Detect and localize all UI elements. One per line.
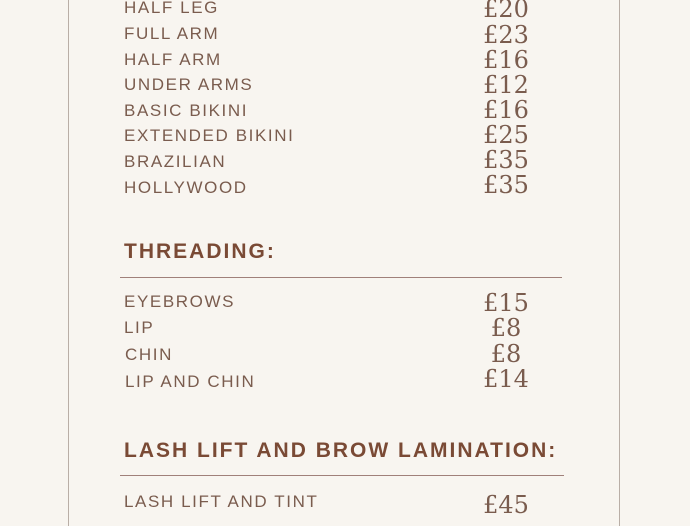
service-name: FULL ARM bbox=[124, 24, 220, 43]
service-name: UNDER ARMS bbox=[124, 75, 254, 94]
service-price: £8 bbox=[490, 314, 522, 342]
service-name: LIP bbox=[124, 318, 155, 337]
service-price: £15 bbox=[483, 289, 529, 317]
service-price: £16 bbox=[483, 96, 529, 124]
section-heading-threading: THREADING: bbox=[124, 240, 276, 263]
service-name: HALF LEG bbox=[124, 0, 219, 17]
service-price: £35 bbox=[483, 171, 529, 199]
service-price: £45 bbox=[483, 491, 529, 519]
service-name: LASH LIFT AND TINT bbox=[124, 492, 319, 511]
service-name: EYEBROWS bbox=[124, 292, 236, 311]
section-heading-lash-lift: LASH LIFT AND BROW LAMINATION: bbox=[124, 439, 558, 462]
service-name: BASIC BIKINI bbox=[124, 101, 249, 120]
service-name: LIP AND CHIN bbox=[125, 372, 256, 391]
service-price: £16 bbox=[483, 46, 529, 74]
section-divider bbox=[120, 475, 564, 476]
service-price: £8 bbox=[490, 340, 522, 368]
service-price: £14 bbox=[483, 365, 529, 393]
service-price: £23 bbox=[483, 21, 529, 49]
service-name: HOLLYWOOD bbox=[124, 178, 248, 197]
service-name: HALF ARM bbox=[124, 50, 222, 69]
service-name: BRAZILIAN bbox=[124, 152, 227, 171]
service-price: £35 bbox=[483, 146, 529, 174]
service-name: EXTENDED BIKINI bbox=[124, 126, 295, 145]
section-divider bbox=[120, 277, 562, 278]
service-price: £20 bbox=[483, 0, 529, 23]
service-name: CHIN bbox=[125, 345, 173, 364]
service-price: £25 bbox=[483, 121, 529, 149]
service-price: £12 bbox=[483, 71, 529, 99]
